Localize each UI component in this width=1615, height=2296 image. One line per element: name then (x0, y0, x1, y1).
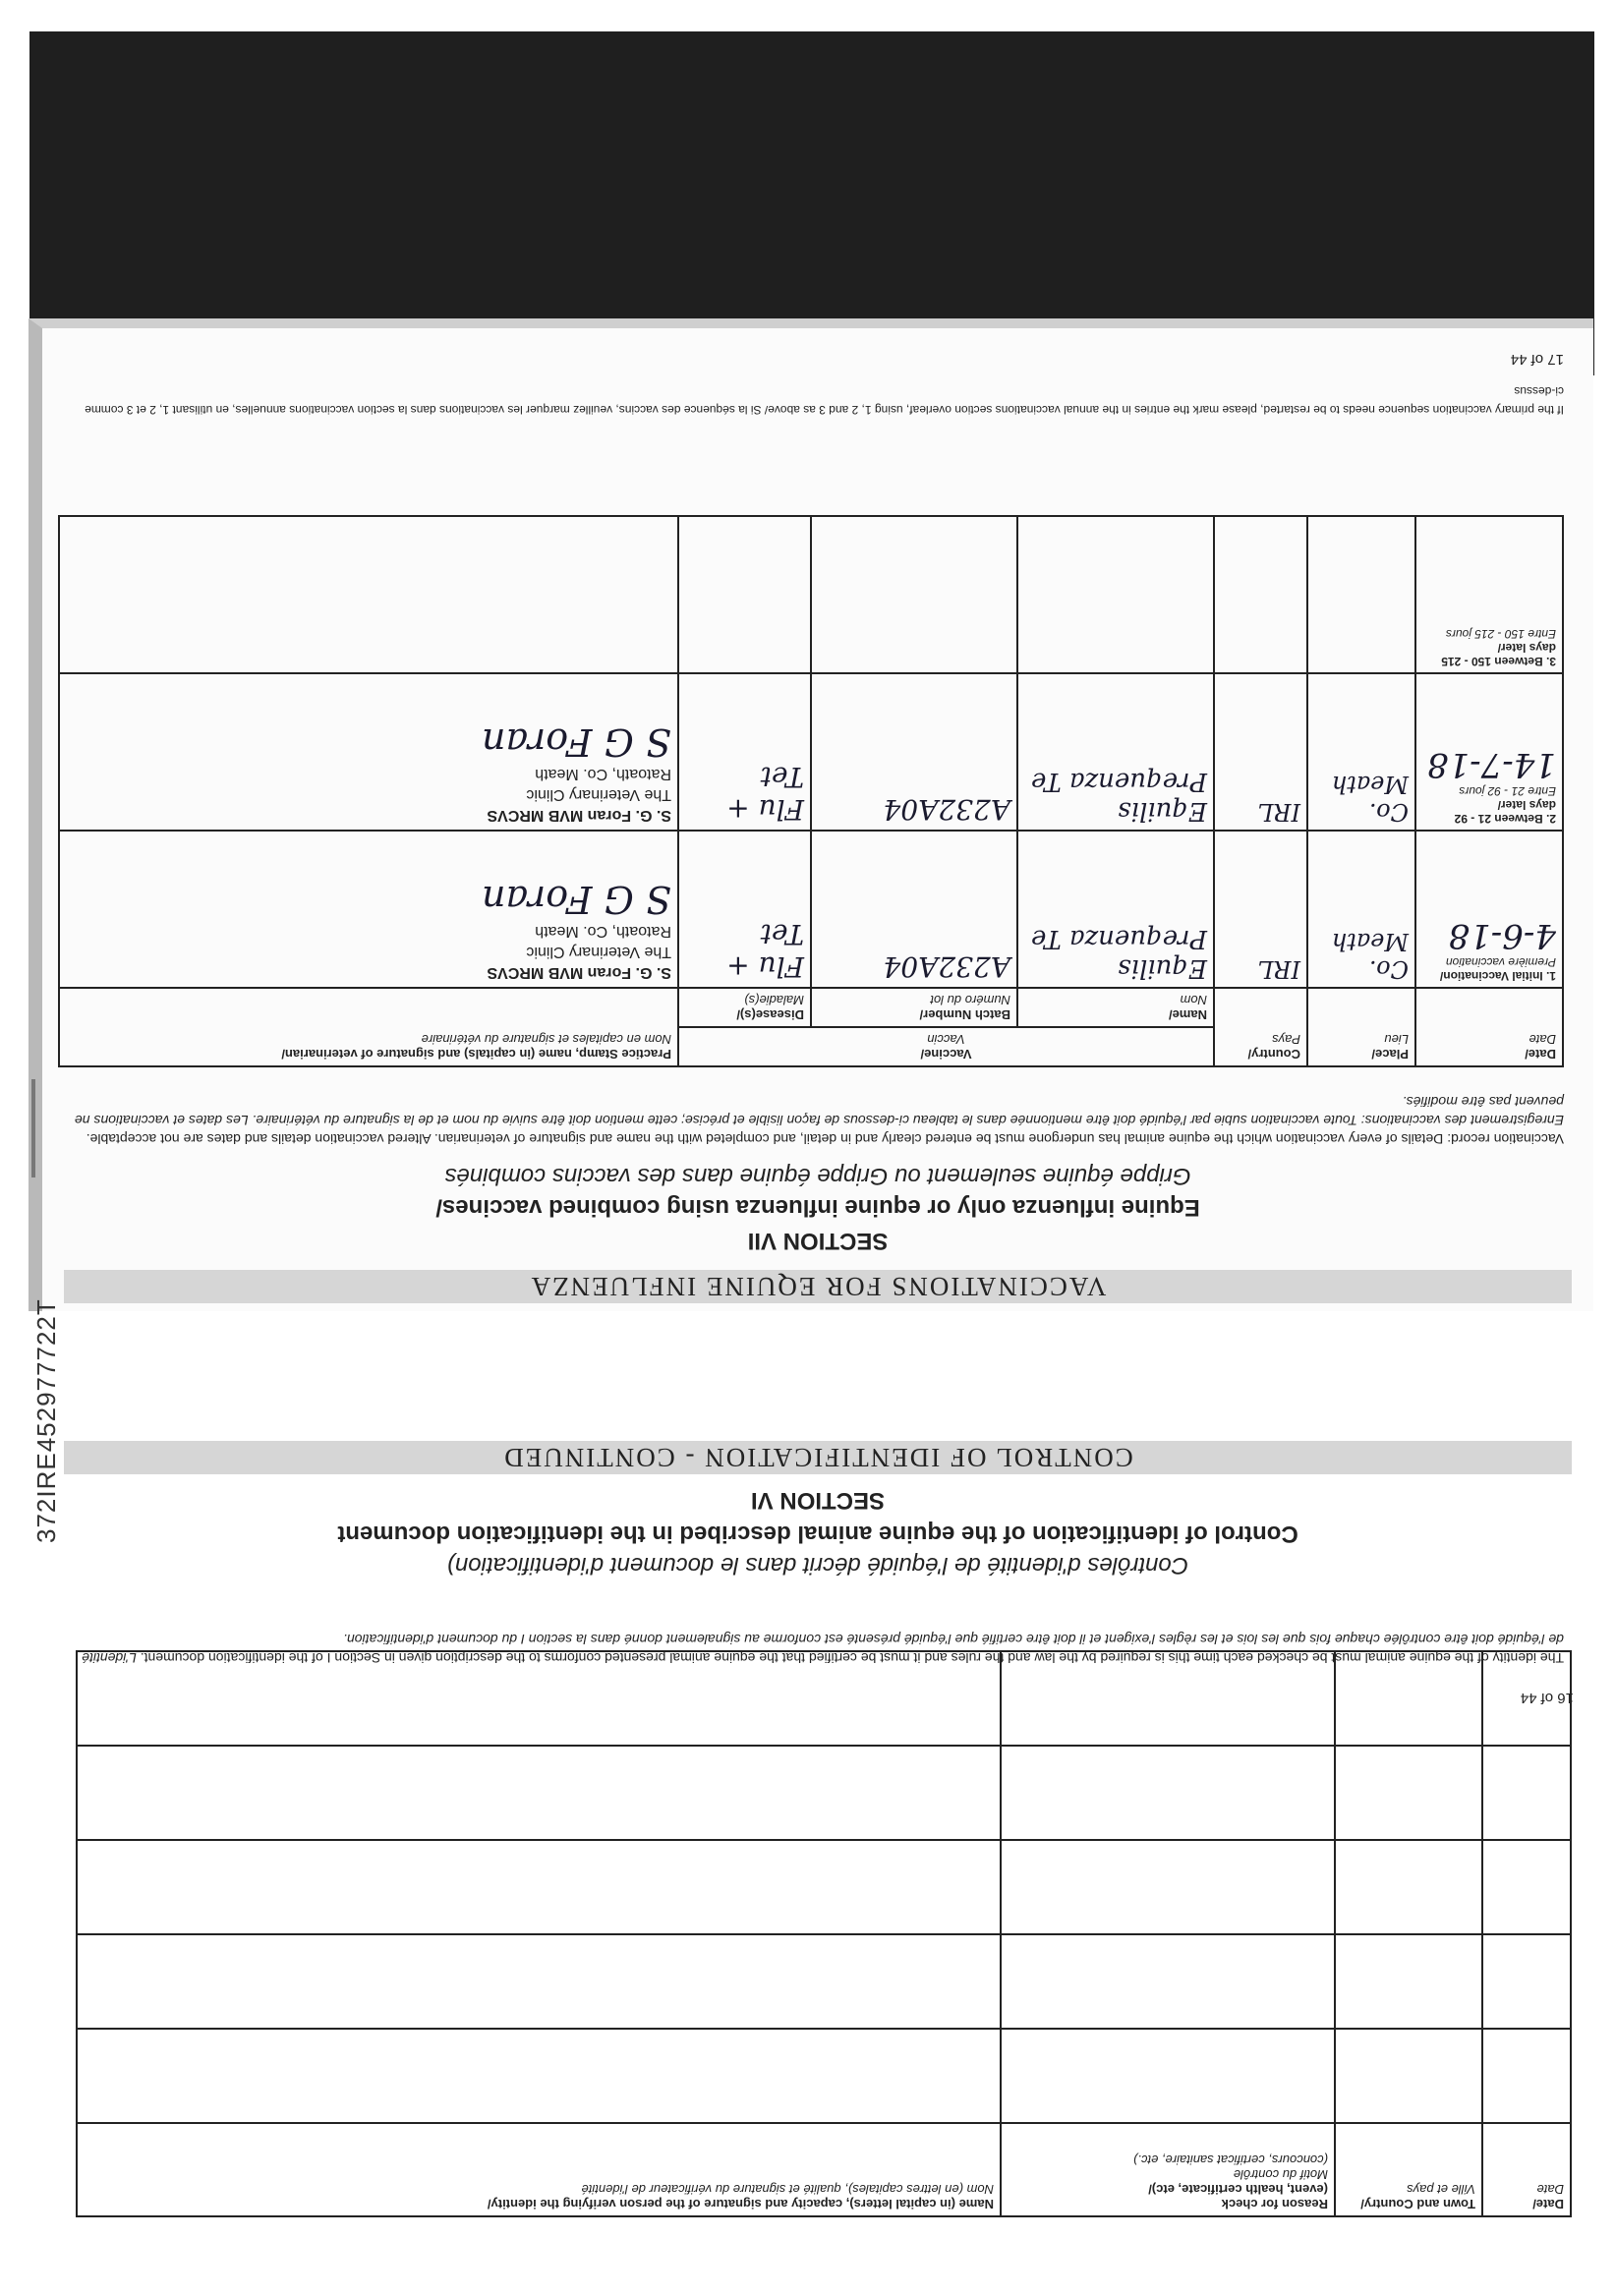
stamp-clinic: The Veterinary Clinic (526, 944, 671, 960)
table-row (59, 831, 1563, 988)
page-subtitle: Contrôles d'identité de l'équidé décrit dans le document d'identification) (446, 1552, 1189, 1578)
stamp-town: Ratoath, Co. Meath (535, 923, 671, 940)
table-row (77, 1934, 1571, 2029)
vet-signature: S G Foran (481, 720, 671, 764)
header-batch: Batch Number/ Numéro du lot (811, 988, 1017, 1027)
header-person: Name (in capital letters), capacity and signature of the person verifying the identity/ Nom (en lettres capitales), qualité et signature du vérificateur de l'identité (77, 2123, 1001, 2216)
page-title: Equine influenza only or equine influenza using combined vaccines/ (435, 1194, 1200, 1221)
page-number: 16 of 44 (1520, 1690, 1574, 1706)
vaccination-country: IRL (1214, 673, 1307, 831)
vaccine-name: Equilis Prequenza Te (1017, 831, 1214, 988)
header-disease: Disease(s)/ Maladie(s) (678, 988, 811, 1027)
header-stamp: Practice Stamp, name (in capitals) and signature of veterinarian/ Nom en capitales et signature du vétérinaire (59, 988, 678, 1066)
row-label: 3. Between 150 - 215 (1441, 655, 1556, 668)
vaccination-country: IRL (1214, 831, 1307, 988)
note-fr: L'identité de l'équidé doit être contrôlée chaque fois que les lois et les règles l'exigent et il doit être certifié que l'équidé présenté est conforme au signalement donné dans la section I du document d'identification. (82, 1632, 1564, 1666)
footnote: If the primary vaccination sequence needs to be restarted, please mark the entries in the annual vaccinations section overleaf, using 1, 2 and 3 as above/ Si la séquence des vaccins, veuillez marquer les vaccinations dans la section vaccinations annuelles, en utilisant 1, 2 et 3 comme ci-dessus (85, 384, 1564, 417)
stamp-name: S. G. Foran MVB MRCVS (487, 807, 671, 824)
disease: Flu + Tet (678, 673, 811, 831)
page-17 (29, 318, 1593, 1311)
page-16 (42, 1328, 1593, 2257)
band-title: VACCINATIONS FOR EQUINE INFLUENZA (64, 1270, 1572, 1303)
page-subtitle: Grippe équine seulement ou Grippe équine dans des vaccins combinés (444, 1163, 1191, 1189)
disease: Flu + Tet (678, 831, 811, 988)
header-reason: Reason for check (event, health certificate, etc)/ Motif du contrôle (concours, certificat sanitaire, etc.) (1001, 2123, 1335, 2216)
table-row (77, 1746, 1571, 1840)
identification-table (76, 1650, 1572, 2217)
header-vaccine: Vaccine/ Vaccin (678, 1027, 1214, 1066)
ueln-number: 372IRE452977722T (31, 1298, 61, 1543)
table-row (77, 2029, 1571, 2123)
row-date (1415, 673, 1563, 831)
row-days: days later/ (1497, 798, 1556, 812)
vaccine-name: Equilis Prequenza Te (1017, 673, 1214, 831)
row-label: 1. Initial Vaccination/ (1439, 969, 1556, 983)
header-date: Date/ Date (1415, 988, 1563, 1066)
header-place: Place/ Lieu (1307, 988, 1415, 1066)
band-title: CONTROL OF IDENTIFICATION - CONTINUED (64, 1441, 1572, 1474)
vaccination-place: Co. Meath (1307, 673, 1415, 831)
row-label-fr: Entre 150 - 215 jours (1445, 627, 1556, 641)
stamp-block (66, 921, 671, 983)
practice-stamp (59, 516, 678, 673)
header-row (77, 2123, 1571, 2216)
section-title: SECTION VII (747, 1228, 889, 1254)
practice-stamp (59, 673, 678, 831)
batch-number: A232A04 (811, 831, 1017, 988)
stamp-name: S. G. Foran MVB MRCVS (487, 964, 671, 981)
identification-note (72, 1630, 1564, 1667)
row-date (1415, 831, 1563, 988)
header-country: Country/ Pays (1214, 988, 1307, 1066)
row-label: 2. Between 21 - 92 (1454, 812, 1556, 826)
header-name: Name/ Nom (1017, 988, 1214, 1027)
header-town: Town and Country/ Ville et pays (1335, 2123, 1482, 2216)
binding-edge (31, 1079, 35, 1177)
vaccination-table (58, 515, 1564, 1067)
vaccination-place: Co. Meath (1307, 831, 1415, 988)
section-title: SECTION VI (750, 1487, 886, 1514)
stamp-block (66, 764, 671, 826)
note-en: Vaccination record: Details of every vaccination which the equine animal has undergone must be entered clearly and in detail, and completed with the name and signature of veterinarian. Altered vaccination details and dates are not acceptable. (86, 1131, 1564, 1147)
vaccination-country (1214, 516, 1307, 673)
page-title: Control of identification of the equine animal described in the identification document (337, 1521, 1298, 1547)
note-en: The identity of the equine animal must be checked each time this is required by the law and the rules and it must be certified that the equine animal presented conforms to the description given in Section I of the identification document. (140, 1650, 1564, 1666)
vaccination-date: 14-7-18 (1426, 745, 1556, 784)
note-fr: Enregistrement des vaccinations: Toute vaccination subie par l'équidé doit être mentionnée dans le tableau ci-dessous de façon lisible et précise; cette mention doit être suivie du nom et de la signature du vétérinaire. Les dates et vaccinations ne peuvent pas être modifiés. (74, 1094, 1564, 1128)
disease (678, 516, 811, 673)
practice-stamp (59, 831, 678, 988)
row-label-fr: Entre 21 - 92 jours (1459, 784, 1556, 798)
stamp-town: Ratoath, Co. Meath (535, 766, 671, 782)
vaccination-date: 4-6-18 (1448, 916, 1556, 955)
page-number: 17 of 44 (1510, 351, 1564, 368)
header-date: Date/ Date (1482, 2123, 1571, 2216)
table-row (59, 516, 1563, 673)
row-date (1415, 516, 1563, 673)
vaccination-place (1307, 516, 1415, 673)
vet-signature: S G Foran (481, 878, 671, 921)
batch-number: A232A04 (811, 673, 1017, 831)
vaccination-note (72, 1092, 1564, 1148)
batch-number (811, 516, 1017, 673)
row-label-fr: Première vaccination (1445, 955, 1556, 969)
table-row (77, 1840, 1571, 1934)
stamp-clinic: The Veterinary Clinic (526, 786, 671, 803)
header-row (59, 1027, 1563, 1066)
table-row (59, 673, 1563, 831)
vaccine-name (1017, 516, 1214, 673)
row-days: days later/ (1497, 641, 1556, 655)
